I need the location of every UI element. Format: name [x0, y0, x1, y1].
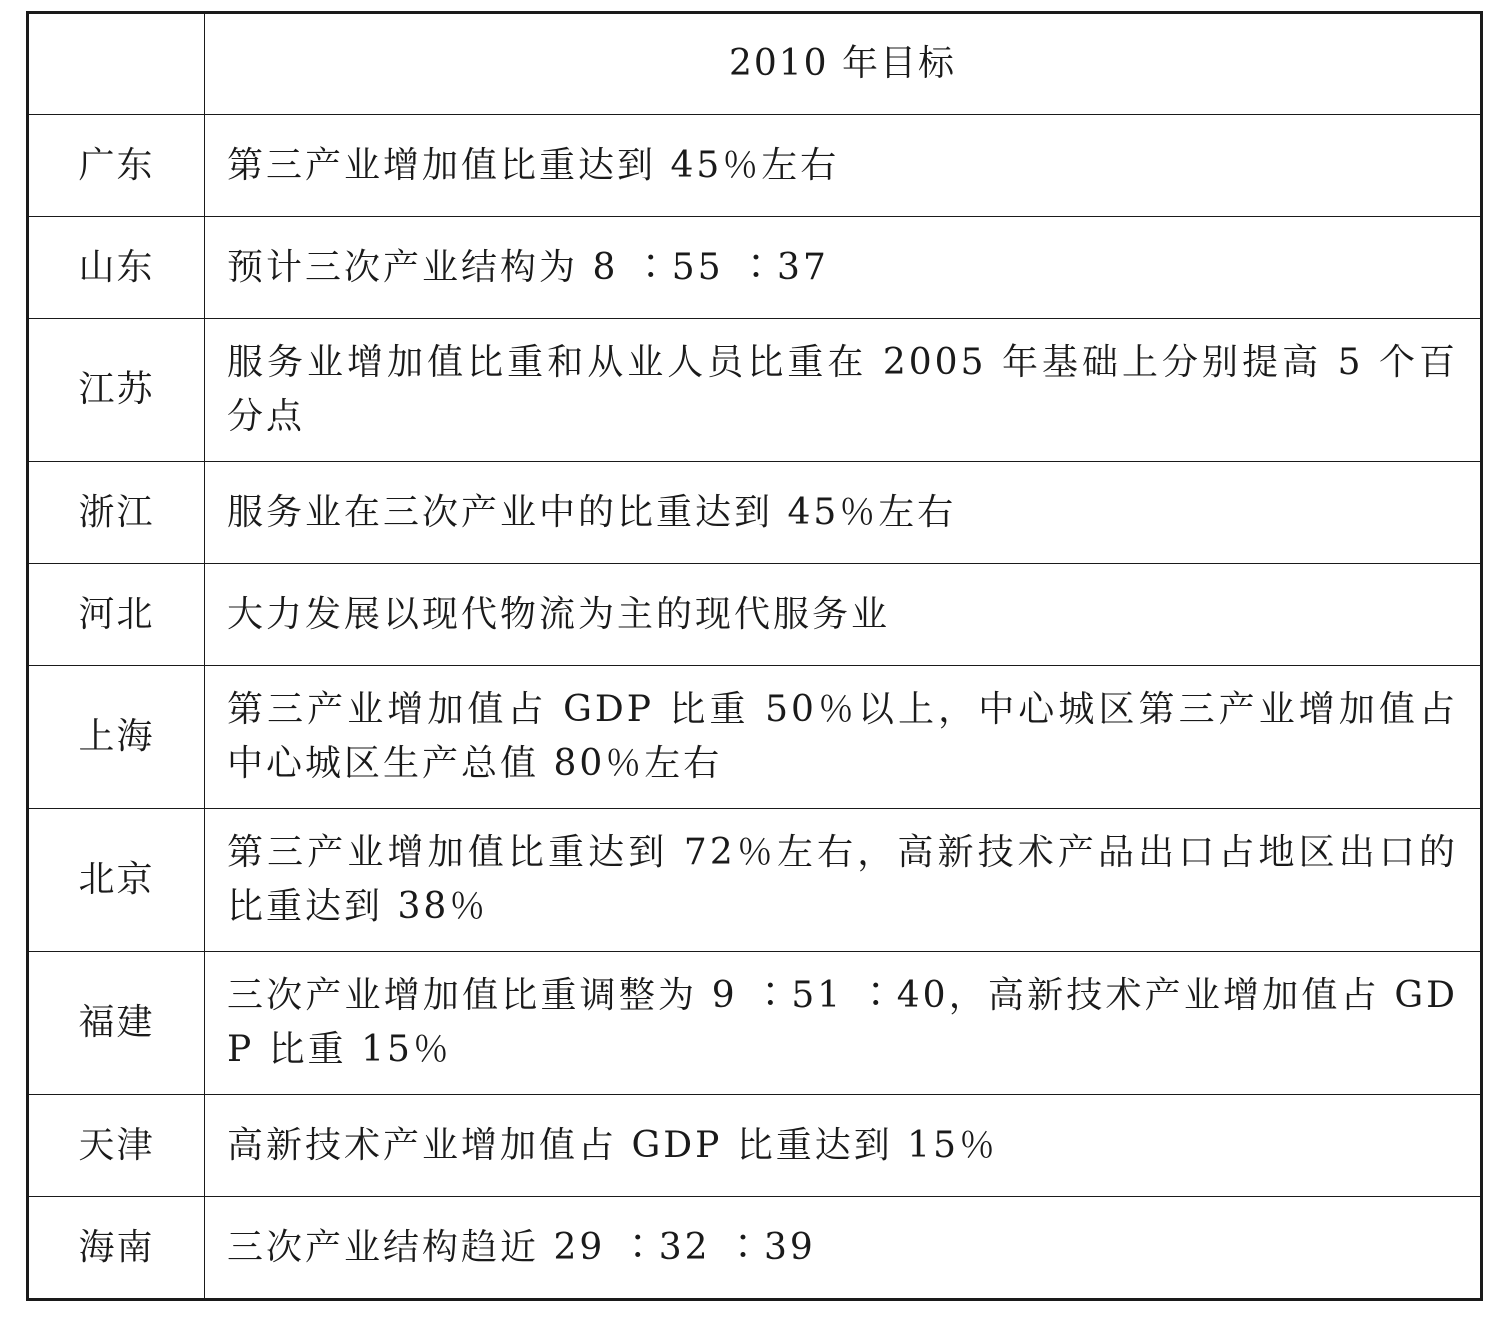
region-cell: 江苏: [28, 319, 205, 462]
table-row: [28, 952, 1482, 1095]
target-cell: 服务业增加值比重和从业人员比重在 2005 年基础上分别提高 5 个百分点: [205, 319, 1482, 462]
header-target-cell: 2010 年目标: [205, 13, 1482, 115]
target-cell: 第三产业增加值比重达到 72％左右，高新技术产品出口占地区出口的比重达到 38％: [205, 809, 1482, 952]
targets-table: [26, 11, 1483, 1301]
target-cell: 三次产业结构趋近 29 ∶32 ∶39: [205, 1197, 1482, 1300]
table-row: [28, 1197, 1482, 1300]
table-header-row: [28, 13, 1482, 115]
table-row: [28, 809, 1482, 952]
target-cell: 服务业在三次产业中的比重达到 45％左右: [205, 462, 1482, 564]
region-cell: 上海: [28, 666, 205, 809]
table-row: [28, 115, 1482, 217]
table-row: [28, 1095, 1482, 1197]
region-cell: 浙江: [28, 462, 205, 564]
table-row: [28, 462, 1482, 564]
region-cell: 河北: [28, 564, 205, 666]
target-cell: 第三产业增加值比重达到 45％左右: [205, 115, 1482, 217]
table-row: [28, 666, 1482, 809]
target-cell: 大力发展以现代物流为主的现代服务业: [205, 564, 1482, 666]
region-cell: 山东: [28, 217, 205, 319]
table-row: [28, 319, 1482, 462]
region-cell: 北京: [28, 809, 205, 952]
header-region-cell: [28, 13, 205, 115]
target-cell: 三次产业增加值比重调整为 9 ∶51 ∶40，高新技术产业增加值占 GDP 比重 15％: [205, 952, 1482, 1095]
target-cell: 高新技术产业增加值占 GDP 比重达到 15％: [205, 1095, 1482, 1197]
region-cell: 福建: [28, 952, 205, 1095]
target-cell: 第三产业增加值占 GDP 比重 50％以上，中心城区第三产业增加值占中心城区生产总值 80％左右: [205, 666, 1482, 809]
region-cell: 广东: [28, 115, 205, 217]
table-row: [28, 217, 1482, 319]
table-row: [28, 564, 1482, 666]
region-cell: 天津: [28, 1095, 205, 1197]
region-cell: 海南: [28, 1197, 205, 1300]
target-cell: 预计三次产业结构为 8 ∶55 ∶37: [205, 217, 1482, 319]
